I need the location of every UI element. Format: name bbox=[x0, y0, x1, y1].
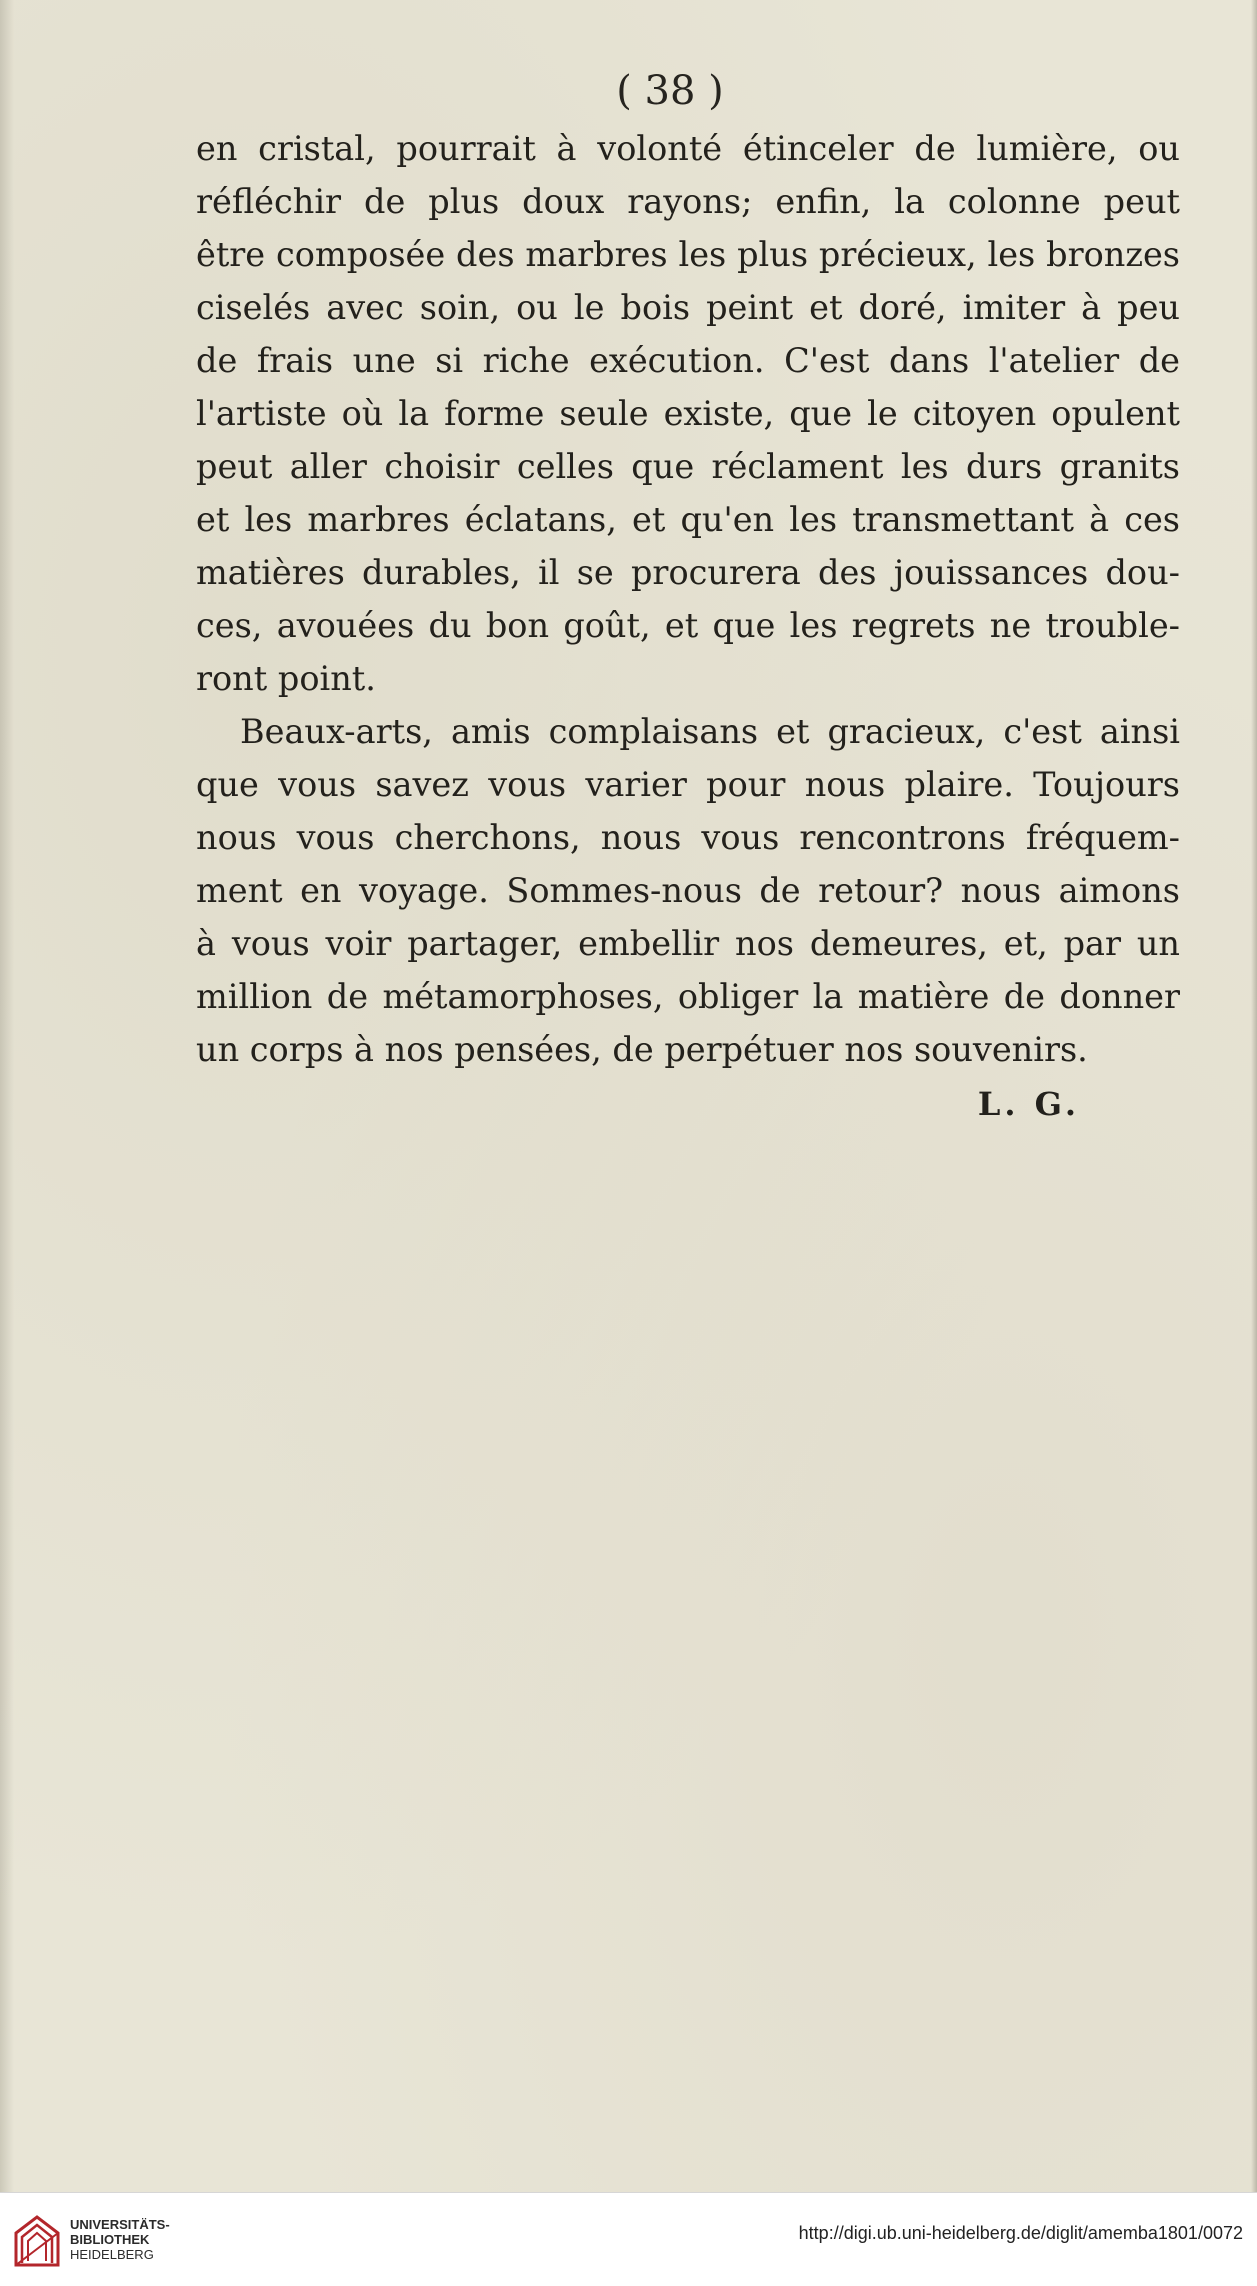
text-line: un corps à nos pensées, de perpétuer nos souvenirs. bbox=[196, 1030, 1088, 1069]
text-line: être composée des marbres les plus précieux, les bronzes bbox=[196, 235, 1180, 274]
library-name bbox=[70, 2217, 170, 2262]
library-name-line: HEIDELBERG bbox=[70, 2247, 154, 2262]
text-line: à vous voir partager, embellir nos demeures, et, par un bbox=[196, 924, 1180, 963]
library-name-line: BIBLIOTHEK bbox=[70, 2232, 150, 2247]
page-number: ( 38 ) bbox=[616, 68, 724, 114]
text-line: de frais une si riche exécution. C'est dans l'atelier de bbox=[196, 341, 1180, 380]
text-line: ces, avouées du bon goût, et que les regrets ne trouble- bbox=[196, 606, 1180, 645]
text-line: matières durables, il se procurera des jouissances dou- bbox=[196, 553, 1180, 592]
text-line: en cristal, pourrait à volonté étinceler de lumière, ou bbox=[196, 129, 1180, 168]
signature: L. G. bbox=[977, 1085, 1080, 1123]
text-line: l'artiste où la forme seule existe, que le citoyen opulent bbox=[196, 394, 1180, 433]
body-text bbox=[196, 122, 1180, 1076]
permalink-url[interactable]: http://digi.ub.uni-heidelberg.de/diglit/amemba1801/0072 bbox=[798, 2223, 1243, 2243]
page-edge-shadow bbox=[1251, 0, 1257, 2192]
library-name-line: UNIVERSITÄTS- bbox=[70, 2217, 170, 2232]
text-line: Beaux-arts, amis complaisans et gracieux, c'est ainsi bbox=[240, 712, 1180, 751]
text-line: et les marbres éclatans, et qu'en les transmettant à ces bbox=[196, 500, 1180, 539]
text-line: que vous savez vous varier pour nous plaire. Toujours bbox=[196, 765, 1180, 804]
viewer-footer bbox=[0, 2192, 1257, 2286]
text-line: réfléchir de plus doux rayons; enfin, la colonne peut bbox=[196, 182, 1180, 221]
library-logo-icon[interactable] bbox=[12, 2213, 62, 2269]
page-spine-shadow bbox=[0, 0, 14, 2192]
text-line: peut aller choisir celles que réclament les durs granits bbox=[196, 447, 1180, 486]
text-line: million de métamorphoses, obliger la matière de donner bbox=[196, 977, 1180, 1016]
text-line: ront point. bbox=[196, 659, 376, 698]
text-line: nous vous cherchons, nous vous rencontrons fréquem- bbox=[196, 818, 1180, 857]
text-line: ciselés avec soin, ou le bois peint et doré, imiter à peu bbox=[196, 288, 1180, 327]
text-line: ment en voyage. Sommes-nous de retour? nous aimons bbox=[196, 871, 1180, 910]
